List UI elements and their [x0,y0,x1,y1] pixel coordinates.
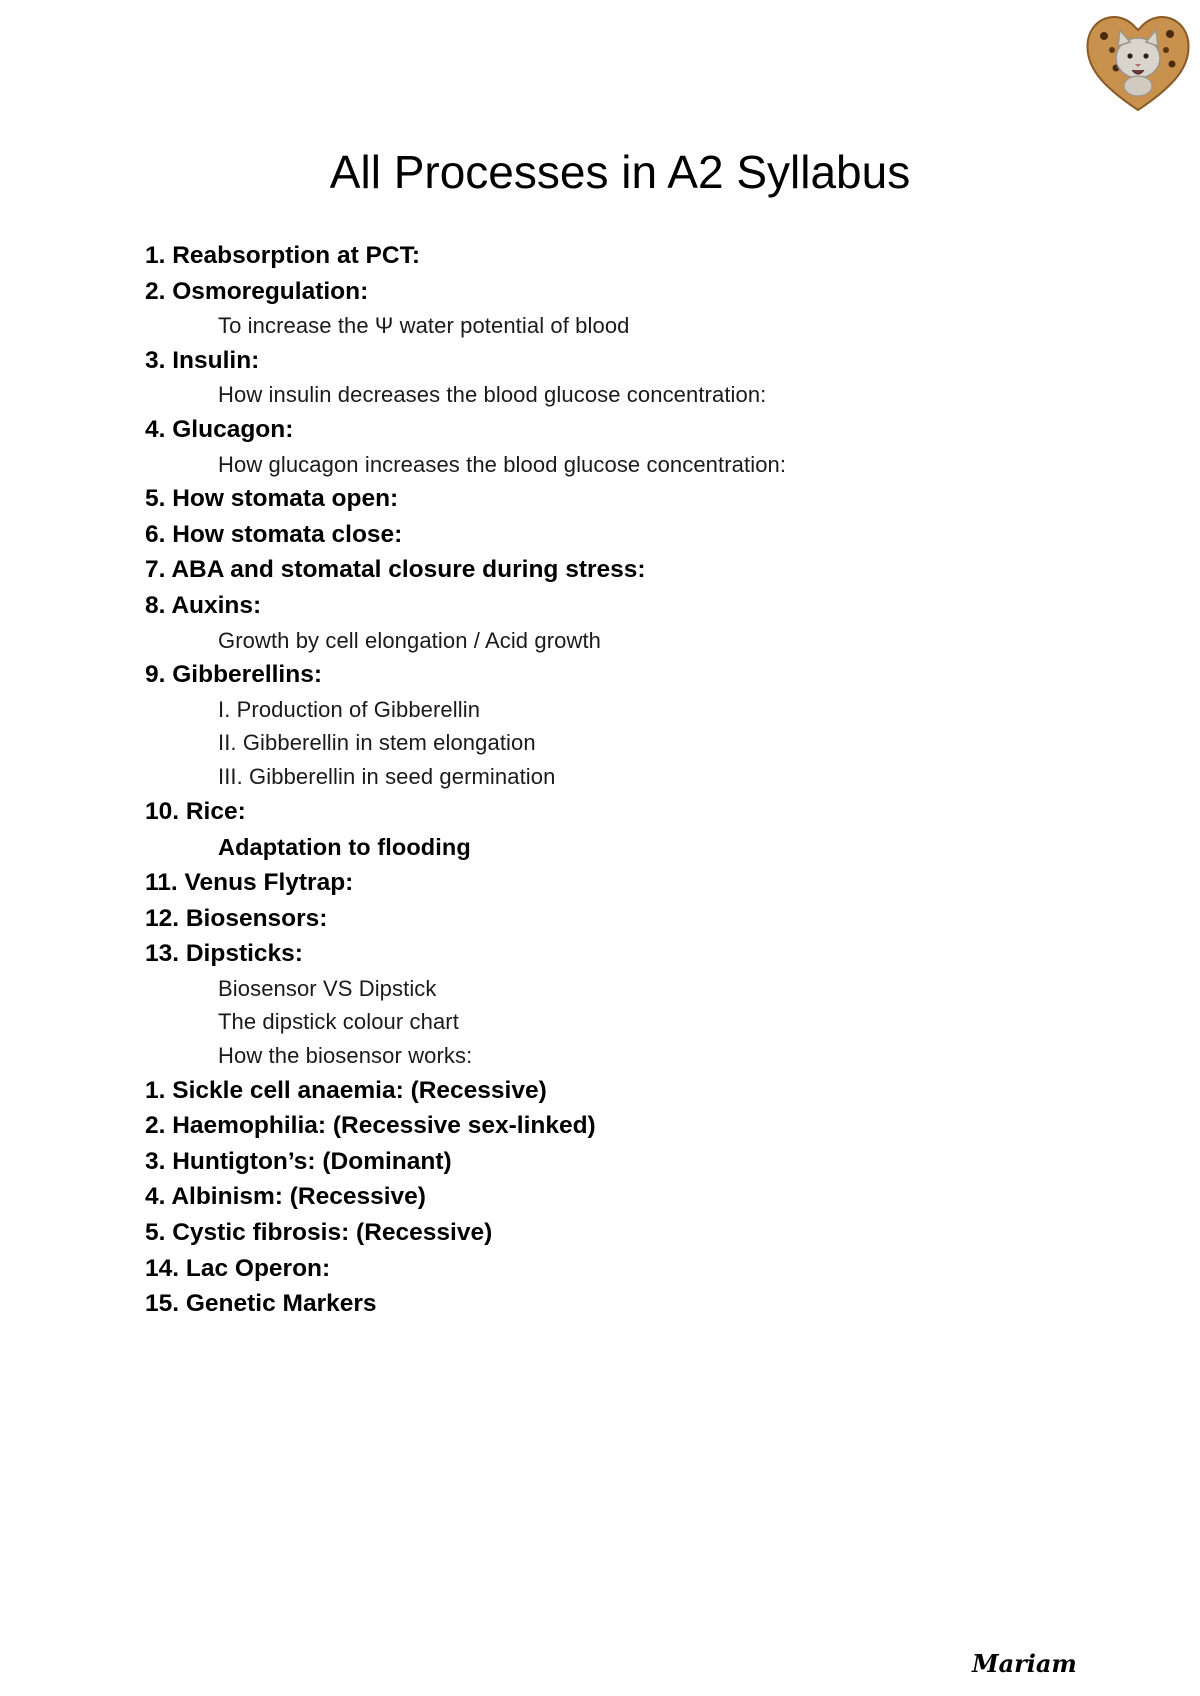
process-subitem: III. Gibberellin in seed germination [218,763,556,789]
process-heading: 1. Sickle cell anaemia: (Recessive) [145,1076,547,1104]
process-heading: 15. Genetic Markers [145,1290,377,1318]
process-heading: 4. Albinism: (Recessive) [145,1183,426,1211]
page-title: All Processes in A2 Syllabus [329,146,911,198]
process-heading: 14. Lac Operon: [145,1254,331,1282]
process-heading: 6. How stomata close: [145,520,403,548]
process-subitem: Biosensor VS Dipstick [218,975,437,1001]
process-heading: 9. Gibberellins: [145,661,322,689]
process-subitem: How the biosensor works: [218,1043,473,1069]
process-heading: 4. Glucagon: [145,415,294,443]
process-heading: 8. Auxins: [145,591,262,619]
process-subitem: The dipstick colour chart [218,1009,459,1035]
cookie-cat-icon [1082,6,1194,118]
process-heading: 2. Haemophilia: (Recessive sex-linked) [145,1112,596,1140]
process-heading: 12. Biosensors: [145,904,328,932]
process-subitem: How glucagon increases the blood glucose concentration: [218,451,787,477]
signature [970,1642,1090,1682]
process-heading: 1. Reabsorption at PCT: [145,242,420,269]
process-subitem: Adaptation to flooding [218,834,471,861]
process-subitem: Growth by cell elongation / Acid growth [218,627,601,653]
process-subitem: How insulin decreases the blood glucose concentration: [218,382,767,408]
process-subitem: II. Gibberellin in stem elongation [218,730,536,756]
process-heading: 5. How stomata open: [145,485,399,513]
process-heading: 13. Dipsticks: [145,940,303,968]
process-list [145,238,1145,1322]
process-subitem: To increase the Ψ water potential of blood [218,313,630,339]
process-subitem: I. Production of Gibberellin [218,696,481,722]
process-heading: 11. Venus Flytrap: [145,869,354,897]
process-heading: 3. Insulin: [145,346,260,374]
process-heading: 7. ABA and stomatal closure during stress: [145,556,646,584]
process-heading: 5. Cystic fibrosis: (Recessive) [145,1219,493,1247]
process-heading: 10. Rice: [145,797,246,825]
svg-text:Mariam: Mariam [972,1649,1077,1678]
process-heading: 2. Osmoregulation: [145,277,369,305]
process-heading: 3. Huntigton’s: (Dominant) [145,1147,452,1175]
